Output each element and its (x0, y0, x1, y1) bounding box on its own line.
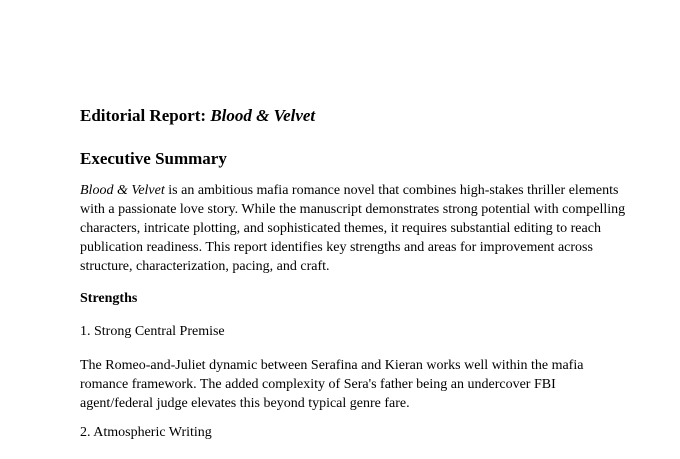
strength-item-body: The Romeo-and-Juliet dynamic between Serafina and Kieran works well within the mafia romance framework. The added complexity of Sera's father being an undercover FBI agent/federal judge elevates this beyond typical genre fare. (80, 358, 584, 411)
executive-summary-heading: Executive Summary (80, 149, 227, 168)
report-title (80, 106, 315, 126)
strength-item-title: 2. Atmospheric Writing (80, 425, 212, 440)
summary-book-title: Blood & Velvet (80, 183, 165, 198)
strength-item-title: 1. Strong Central Premise (80, 324, 225, 339)
executive-summary-paragraph (80, 181, 632, 276)
report-title-book: Blood & Velvet (210, 106, 316, 125)
summary-text: is an ambitious mafia romance novel that combines high-stakes thriller elements with a passionate love story. While the manuscript demonstrates strong potential with compelling characters, intricate plotting, and sophisticated themes, it requires substantial editing to reach publication readiness. This report identifies key strengths and areas for improvement across structure, characterization, pacing, and craft. (80, 183, 626, 274)
report-title-prefix: Editorial Report: (80, 106, 207, 125)
strengths-heading: Strengths (80, 291, 138, 306)
